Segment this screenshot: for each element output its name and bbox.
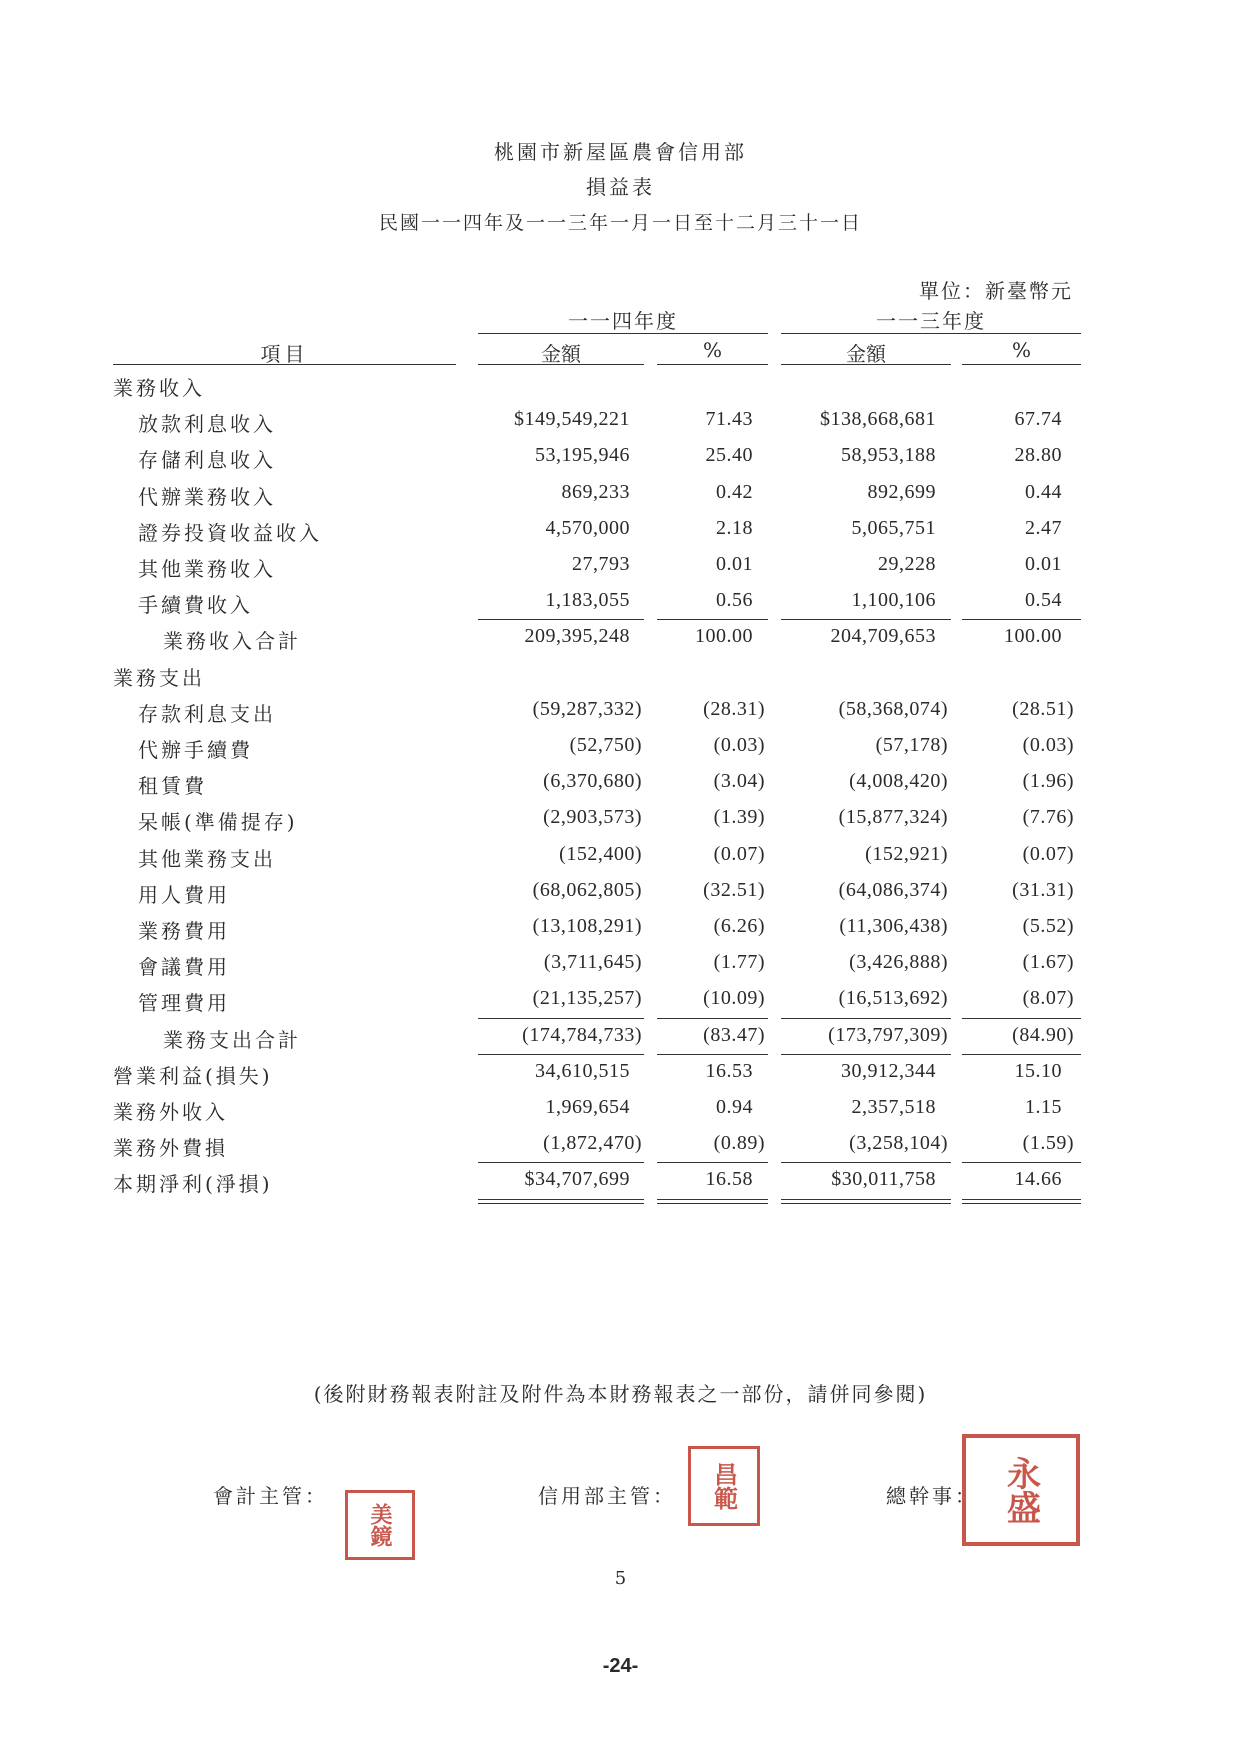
cell-amount-114: (1,872,470) [543, 1132, 642, 1154]
double-underline [962, 1199, 1081, 1204]
cell-percent-113: (31.31) [1012, 879, 1074, 901]
cell-percent-113: (28.51) [1012, 698, 1074, 720]
cell-amount-113: (15,877,324) [838, 806, 948, 828]
cell-amount-113: $30,011,758 [831, 1168, 936, 1190]
table-row [0, 951, 1241, 987]
cell-percent-113: 67.74 [1014, 408, 1062, 430]
cell-percent-114: (6.26) [713, 915, 765, 937]
cell-amount-114: 1,183,055 [545, 589, 630, 611]
credit-seal-stamp [688, 1446, 760, 1526]
divider [478, 333, 768, 334]
table-row [0, 553, 1241, 589]
org-name: 桃園市新屋區農會信用部 [494, 140, 747, 164]
cell-amount-114: (13,108,291) [532, 915, 642, 937]
cell-percent-114: 16.53 [705, 1060, 753, 1082]
table-row [0, 698, 1241, 734]
cell-amount-113: 58,953,188 [841, 444, 936, 466]
cell-amount-114: (174,784,733) [522, 1024, 642, 1046]
footnote: (後附財務報表附註及附件為本財務報表之一部份，請併同參閱) [313, 1382, 928, 1406]
divider [781, 364, 951, 365]
underline [962, 619, 1081, 620]
cell-amount-114: (52,750) [569, 734, 642, 756]
general-manager-label: 總幹事： [886, 1484, 978, 1508]
divider [962, 364, 1081, 365]
cell-amount-113: (16,513,692) [838, 987, 948, 1009]
cell-amount-114: 869,233 [561, 481, 630, 503]
underline [781, 619, 951, 620]
row-label: 其他業務支出 [138, 847, 276, 871]
cell-amount-113: 30,912,344 [841, 1060, 936, 1082]
row-label: 放款利息收入 [138, 412, 276, 436]
row-label: 業務外收入 [113, 1100, 228, 1124]
cell-amount-113: 892,699 [867, 481, 936, 503]
cell-amount-113: 2,357,518 [851, 1096, 936, 1118]
double-underline [478, 1199, 644, 1204]
underline [962, 1018, 1081, 1019]
cell-amount-114: 34,610,515 [535, 1060, 630, 1082]
col-header-amount-113: 金額 [846, 342, 886, 366]
cell-percent-113: 0.01 [1025, 553, 1062, 575]
statement-title: 損益表 [586, 175, 655, 199]
cell-percent-114: (0.07) [713, 843, 765, 865]
credit-seal-text: 昌範 [709, 1462, 739, 1510]
table-row [0, 734, 1241, 770]
underline [962, 1162, 1081, 1163]
divider [113, 364, 456, 365]
cell-amount-114: $149,549,221 [514, 408, 630, 430]
cell-amount-114: (3,711,645) [543, 951, 642, 973]
underline [781, 1054, 951, 1055]
cell-percent-113: (1.96) [1022, 770, 1074, 792]
row-label: 手續費收入 [138, 593, 253, 617]
cell-percent-114: (10.09) [703, 987, 765, 1009]
table-row [0, 915, 1241, 951]
cell-percent-114: 0.01 [716, 553, 753, 575]
cell-amount-113: 1,100,106 [851, 589, 936, 611]
underline [657, 619, 768, 620]
table-row [0, 770, 1241, 806]
general-manager-seal-stamp [962, 1434, 1080, 1546]
cell-percent-113: 0.44 [1025, 481, 1062, 503]
table-row [0, 625, 1241, 661]
table-row [0, 517, 1241, 553]
col-header-percent-114: % [702, 338, 722, 362]
statement-period: 民國一一四年及一一三年一月一日至十二月三十一日 [378, 212, 862, 234]
double-underline [657, 1199, 768, 1204]
underline [962, 1054, 1081, 1055]
accounting-supervisor-label: 會計主管： [213, 1484, 328, 1508]
table-row [0, 806, 1241, 842]
cell-percent-113: (1.59) [1022, 1132, 1074, 1154]
cell-amount-114: (2,903,573) [543, 806, 642, 828]
table-row [0, 1096, 1241, 1132]
cell-percent-114: (3.04) [713, 770, 765, 792]
cell-percent-114: 100.00 [695, 625, 753, 647]
underline [478, 1018, 644, 1019]
table-row [0, 662, 1241, 698]
row-label: 業務收入 [113, 376, 205, 400]
cell-percent-113: 14.66 [1014, 1168, 1062, 1190]
table-row [0, 481, 1241, 517]
cell-percent-113: (7.76) [1022, 806, 1074, 828]
row-label: 租賃費 [138, 774, 207, 798]
row-label: 本期淨利(淨損) [113, 1172, 273, 1196]
row-label: 管理費用 [138, 991, 230, 1015]
cell-percent-114: 16.58 [705, 1168, 753, 1190]
cell-amount-113: (152,921) [865, 843, 948, 865]
cell-amount-113: (4,008,420) [849, 770, 948, 792]
cell-percent-113: 0.54 [1025, 589, 1062, 611]
general-manager-seal-text: 永盛 [1000, 1456, 1041, 1524]
cell-percent-114: 0.56 [716, 589, 753, 611]
table-row [0, 444, 1241, 480]
cell-amount-113: (64,086,374) [838, 879, 948, 901]
underline [781, 1018, 951, 1019]
cell-amount-113: (57,178) [875, 734, 948, 756]
underline [478, 619, 644, 620]
page-number: 5 [614, 1568, 627, 1589]
underline [657, 1162, 768, 1163]
year-114-header: 一一四年度 [568, 309, 678, 333]
cell-percent-114: (83.47) [703, 1024, 765, 1046]
col-header-amount-114: 金額 [541, 342, 581, 366]
cell-percent-113: 28.80 [1014, 444, 1062, 466]
row-label: 其他業務收入 [138, 557, 276, 581]
table-row [0, 408, 1241, 444]
row-label: 業務費用 [138, 919, 230, 943]
cell-percent-114: (32.51) [703, 879, 765, 901]
cell-percent-114: 2.18 [716, 517, 753, 539]
year-113-header: 一一三年度 [876, 309, 986, 333]
cell-amount-113: (58,368,074) [838, 698, 948, 720]
cell-amount-114: 1,969,654 [545, 1096, 630, 1118]
row-label: 呆帳(準備提存) [138, 810, 298, 834]
cell-amount-114: 4,570,000 [545, 517, 630, 539]
col-header-item: 項目 [260, 342, 309, 366]
table-row [0, 843, 1241, 879]
table-row [0, 1060, 1241, 1096]
cell-percent-114: (1.39) [713, 806, 765, 828]
cell-percent-114: (0.89) [713, 1132, 765, 1154]
underline [657, 1054, 768, 1055]
cell-amount-113: 5,065,751 [851, 517, 936, 539]
cell-percent-113: 2.47 [1025, 517, 1062, 539]
cell-amount-113: 29,228 [878, 553, 936, 575]
cell-percent-114: 0.94 [716, 1096, 753, 1118]
cell-percent-113: (84.90) [1012, 1024, 1074, 1046]
cell-percent-114: (0.03) [713, 734, 765, 756]
cell-amount-114: 27,793 [572, 553, 630, 575]
cell-percent-114: 25.40 [705, 444, 753, 466]
divider [478, 364, 644, 365]
accounting-seal-stamp [345, 1490, 415, 1560]
row-label: 代辦業務收入 [138, 485, 276, 509]
underline [478, 1162, 644, 1163]
cell-amount-114: (68,062,805) [532, 879, 642, 901]
cell-amount-114: 209,395,248 [524, 625, 630, 647]
cell-amount-113: (173,797,309) [828, 1024, 948, 1046]
cell-percent-113: (0.07) [1022, 843, 1074, 865]
row-label: 代辦手續費 [138, 738, 253, 762]
double-underline [781, 1199, 951, 1204]
cell-percent-113: (8.07) [1022, 987, 1074, 1009]
cell-amount-113: 204,709,653 [830, 625, 936, 647]
row-label: 業務支出 [113, 666, 205, 690]
cell-amount-114: $34,707,699 [524, 1168, 630, 1190]
row-label: 業務支出合計 [163, 1028, 301, 1052]
credit-dept-supervisor-label: 信用部主管： [538, 1484, 676, 1508]
underline [478, 1054, 644, 1055]
cell-amount-114: (59,287,332) [532, 698, 642, 720]
cell-amount-114: (6,370,680) [543, 770, 642, 792]
cell-percent-113: 15.10 [1014, 1060, 1062, 1082]
row-label: 會議費用 [138, 955, 230, 979]
accounting-seal-text: 美鏡 [367, 1503, 393, 1547]
page-number-bottom: -24- [602, 1655, 639, 1677]
underline [781, 1162, 951, 1163]
table-row [0, 879, 1241, 915]
cell-percent-114: (28.31) [703, 698, 765, 720]
cell-percent-114: 71.43 [705, 408, 753, 430]
cell-amount-113: $138,668,681 [820, 408, 936, 430]
cell-amount-113: (3,258,104) [849, 1132, 948, 1154]
table-row [0, 372, 1241, 408]
cell-percent-113: (1.67) [1022, 951, 1074, 973]
divider [781, 333, 1081, 334]
cell-percent-114: 0.42 [716, 481, 753, 503]
cell-amount-113: (3,426,888) [849, 951, 948, 973]
cell-amount-114: (152,400) [559, 843, 642, 865]
row-label: 證券投資收益收入 [138, 521, 322, 545]
cell-amount-114: (21,135,257) [532, 987, 642, 1009]
cell-percent-113: (0.03) [1022, 734, 1074, 756]
col-header-percent-113: % [1011, 338, 1031, 362]
row-label: 業務收入合計 [163, 629, 301, 653]
cell-amount-114: 53,195,946 [535, 444, 630, 466]
cell-amount-113: (11,306,438) [839, 915, 948, 937]
underline [657, 1018, 768, 1019]
cell-percent-113: 1.15 [1025, 1096, 1062, 1118]
row-label: 存儲利息收入 [138, 448, 276, 472]
cell-percent-113: (5.52) [1022, 915, 1074, 937]
divider [657, 364, 768, 365]
currency-unit: 單位：新臺幣元 [919, 279, 1073, 303]
row-label: 營業利益(損失) [113, 1064, 273, 1088]
row-label: 用人費用 [138, 883, 230, 907]
cell-percent-114: (1.77) [713, 951, 765, 973]
cell-percent-113: 100.00 [1004, 625, 1062, 647]
row-label: 業務外費損 [113, 1136, 228, 1160]
row-label: 存款利息支出 [138, 702, 276, 726]
